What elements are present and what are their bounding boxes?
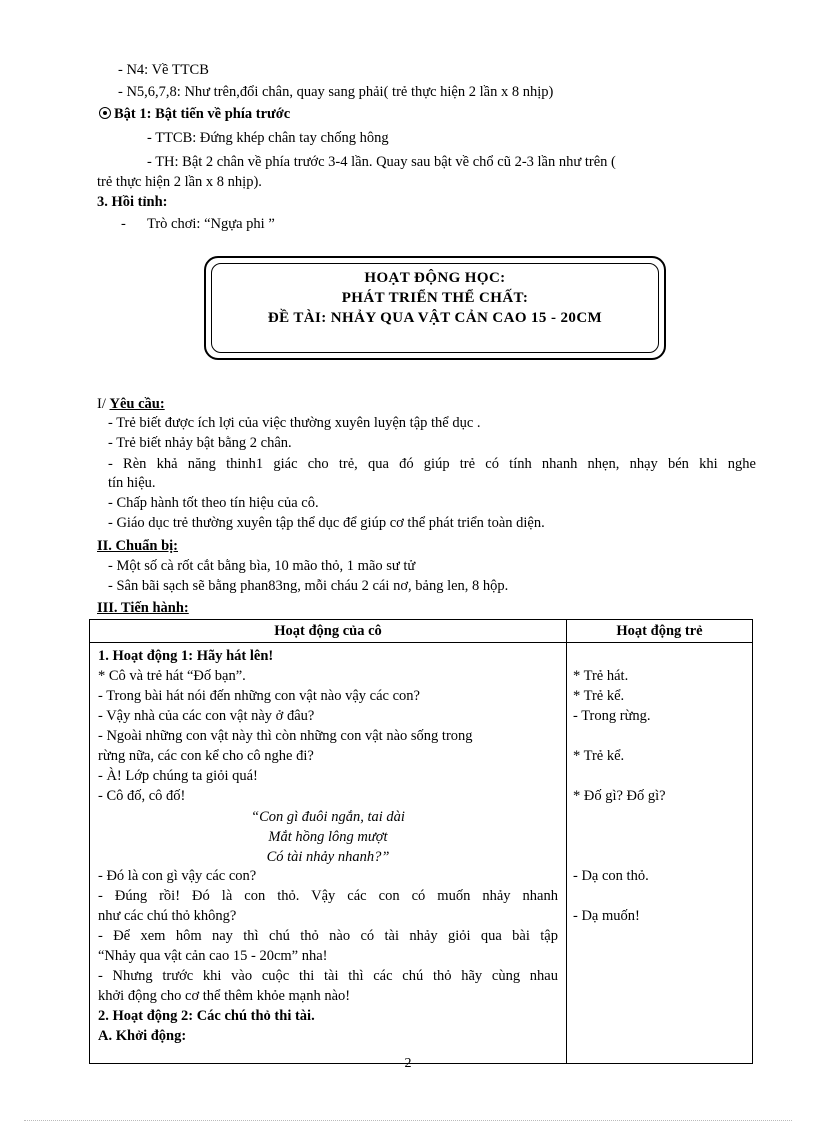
table-row: - Vậy nhà của các con vật này ở đâu? xyxy=(98,708,315,724)
yeu-cau-heading xyxy=(97,394,165,414)
bat1-title xyxy=(99,104,290,124)
col2-header: Hoạt động trẻ xyxy=(567,620,753,643)
table-row: - À! Lớp chúng ta giỏi quá! xyxy=(98,768,258,784)
table-row: - Nhưng trước khi vào cuộc thi tài thì các chú thỏ hãy cùng nhau xyxy=(98,968,558,984)
child-response: * Trẻ hát. xyxy=(573,668,629,684)
chuan-bi-heading: II. Chuẩn bị: xyxy=(97,538,178,554)
tro-choi-dash: - xyxy=(121,216,126,232)
table-row: rừng nữa, các con kể cho cô nghe đi? xyxy=(98,748,314,764)
table-row: - Ngoài những con vật này thì còn những con vật nào sống trong xyxy=(98,728,473,744)
tro-choi: Trò chơi: “Ngựa phi ” xyxy=(147,216,275,232)
child-response: - Dạ con thỏ. xyxy=(573,868,649,884)
activity-2-heading: 2. Hoạt động 2: Các chú thỏ thi tài. xyxy=(98,1008,315,1024)
yeu-cau-heading-text: Yêu cầu: xyxy=(109,396,165,412)
tien-hanh-heading: III. Tiến hành: xyxy=(97,600,189,616)
title-line-3: ĐỀ TÀI: NHẢY QUA VẬT CẢN CAO 15 - 20CM xyxy=(267,310,603,326)
bat1-title-text: Bật 1: Bật tiến về phía trước xyxy=(114,106,291,122)
table-row: - Để xem hôm nay thì chú thỏ nào có tài nhảy giỏi qua bài tập xyxy=(98,928,558,944)
table-row: * Cô và trẻ hát “Đố bạn”. xyxy=(98,668,246,684)
yeu-cau-item: - Giáo dục trẻ thường xuyên tập thể dục để giúp cơ thể phát triển toàn diện. xyxy=(108,515,545,531)
yeu-cau-prefix: I/ xyxy=(97,396,110,412)
child-response: - Dạ muốn! xyxy=(573,908,640,924)
title-line-2: PHÁT TRIỂN THỂ CHẤT: xyxy=(341,290,529,306)
yeu-cau-item: - Trẻ biết được ích lợi của việc thường xuyên luyện tập thể dục . xyxy=(108,415,481,431)
title-line-1: HOẠT ĐỘNG HỌC: xyxy=(364,270,506,286)
activity-1-heading: 1. Hoạt động 1: Hãy hát lên! xyxy=(98,648,274,664)
chuan-bi-item: - Một số cà rốt cắt bằng bìa, 10 mão thỏ, 1 mão sư tử xyxy=(108,558,416,574)
yeu-cau-item: - Trẻ biết nhảy bật bằng 2 chân. xyxy=(108,435,292,451)
poem-line: “Con gì đuôi ngắn, tai dài xyxy=(251,809,405,825)
intro-n5: - N5,6,7,8: Như trên,đổi chân, quay sang phải( trẻ thực hiện 2 lần x 8 nhịp) xyxy=(118,84,554,100)
title-box xyxy=(204,256,666,360)
intro-n4: - N4: Về TTCB xyxy=(118,62,209,78)
yeu-cau-item: - Rèn khả năng thinh1 giác cho trẻ, qua đó giúp trẻ có tính nhanh nhẹn, nhạy bén khi nghe xyxy=(108,456,756,472)
intro-th-2: trẻ thực hiện 2 lần x 8 nhịp). xyxy=(97,174,262,190)
hoi-tinh-heading: 3. Hồi tỉnh: xyxy=(97,194,168,210)
chuan-bi-item: - Sân bãi sạch sẽ bằng phan83ng, mỗi cháu 2 cái nơ, bảng len, 8 hộp. xyxy=(108,578,509,594)
yeu-cau-item: - Chấp hành tốt theo tín hiệu của cô. xyxy=(108,495,319,511)
child-response: * Trẻ kể. xyxy=(573,688,625,704)
khoi-dong-heading: A. Khởi động: xyxy=(98,1028,187,1044)
intro-ttcb: - TTCB: Đứng khép chân tay chống hông xyxy=(147,130,389,146)
table-row: - Đó là con gì vậy các con? xyxy=(98,868,257,884)
page-bottom-divider xyxy=(24,1120,792,1121)
table-row: - Cô đố, cô đố! xyxy=(98,788,186,804)
bullet-icon xyxy=(99,107,111,119)
yeu-cau-item-cont: tín hiệu. xyxy=(108,475,156,491)
table-row: “Nhảy qua vật cản cao 15 - 20cm” nha! xyxy=(98,948,328,964)
table-row: - Trong bài hát nói đến những con vật nào vậy các con? xyxy=(98,688,420,704)
intro-th-1: - TH: Bật 2 chân về phía trước 3-4 lần. Quay sau bật về chổ cũ 2-3 lần như trên ( xyxy=(147,154,616,170)
poem-line: Có tài nhảy nhanh?” xyxy=(266,849,390,865)
poem-line: Mắt hồng lông mượt xyxy=(268,829,388,845)
col2-cell xyxy=(567,643,753,1064)
activity-table xyxy=(89,619,753,1064)
table-row: khởi động cho cơ thể thêm khỏe mạnh nào! xyxy=(98,988,351,1004)
table-row: - Đúng rồi! Đó là con thỏ. Vậy các con có muốn nhảy nhanh xyxy=(98,888,558,904)
page-number: 2 xyxy=(404,1056,412,1071)
child-response: * Trẻ kể. xyxy=(573,748,625,764)
col1-cell xyxy=(90,643,567,1064)
table-row: như các chú thỏ không? xyxy=(98,908,237,924)
child-response: - Trong rừng. xyxy=(573,708,651,724)
child-response: * Đố gì? Đố gì? xyxy=(573,788,666,804)
col1-header: Hoạt động của cô xyxy=(90,620,567,643)
